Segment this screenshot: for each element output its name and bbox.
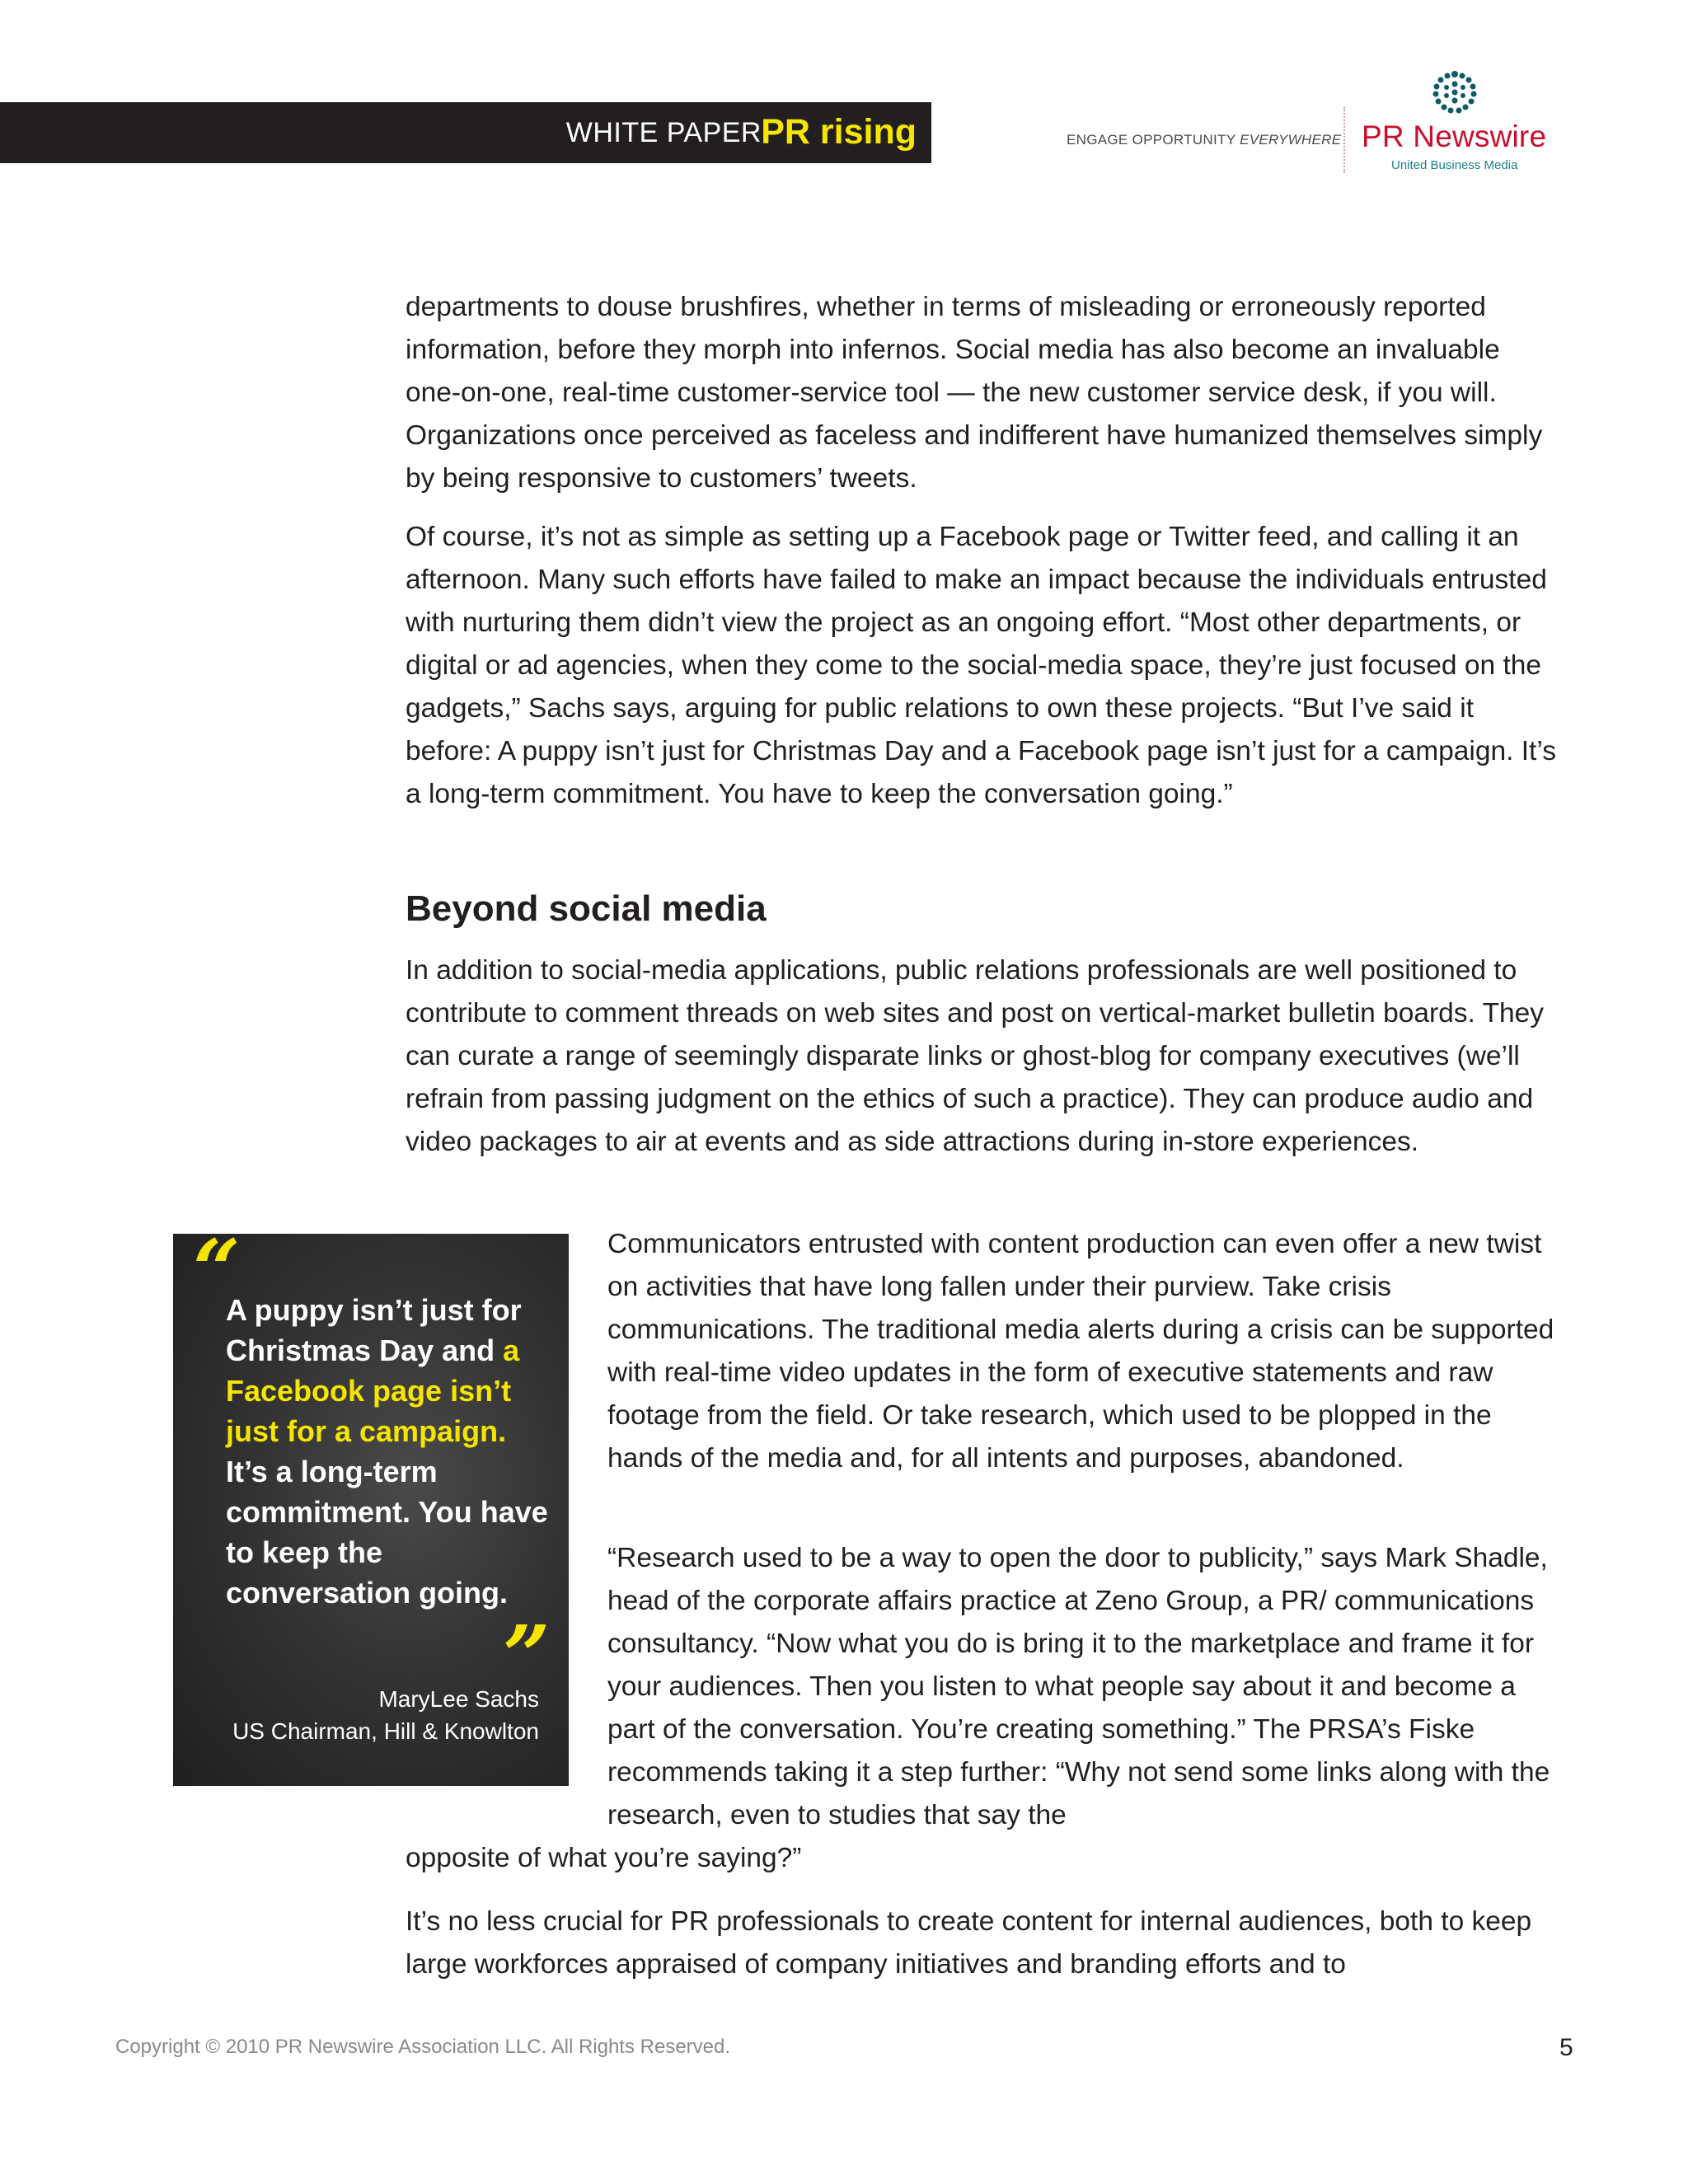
- body-paragraph-5: “Research used to be a way to open the door to publicity,” says Mark Shadle, head of the corporate affairs practice at Zeno Group, a PR/ communications consultancy. “Now what you do is bring it to the marketplace and frame it for your audiences. Then you listen to what people say about it and become a part of the conversation. You’re creating something.” The PRSA’s Fiske recommends taking it a step further: “Why not send some links along with the research, even to studies that say the: [607, 1543, 1550, 1830]
- body-paragraph-2: Of course, it’s not as simple as setting up a Facebook page or Twitter feed, and calling it an afternoon. Many such efforts have failed to make an impact because the individuals entrusted with nurturing them didn’t view the project as an ongoing effort. “Most other departments, or digital or ad agencies, when they come to the social-media space, they’re just focused on the gadgets,” Sachs says, arguing for public relations to own these projects. “But I’ve said it before: A puppy isn’t just for Christmas Day and a Facebook page isn’t just for a campaign. It’s a long-term commitment. You have to keep the conversation going.”: [406, 522, 1556, 809]
- body-paragraph-3: In addition to social-media applications, public relations professionals are well positioned to contribute to comment threads on web sites and post on vertical-market bulletin boards. They can curate a range of seemingly disparate links or ghost-blog for company executives (we’ll refrain from passing judgment on the ethics of such a practice). They can produce audio and video packages to air at events and as side attractions during in-store experiences.: [406, 955, 1545, 1157]
- section-heading: Beyond social media: [406, 888, 767, 929]
- header-label: WHITE PAPER: [565, 117, 762, 148]
- quote-text: [226, 1290, 556, 1613]
- quote-author-role: US Chairman, Hill & Knowlton: [232, 1718, 539, 1744]
- pr-newswire-logo-icon: [1429, 69, 1480, 114]
- header-bar: [0, 102, 931, 163]
- brand-name: PR Newswire: [1362, 120, 1547, 153]
- quote-text-after: It’s a long-term commitment. You have to keep the conversation going.: [226, 1455, 548, 1610]
- close-quote-mark: ”: [503, 1607, 551, 1704]
- body-paragraph-4: Communicators entrusted with content production can even offer a new twist on activities that have long fallen under their purview. Take crisis communications. The traditional media alerts during a crisis can be supported with real-time video updates in the form of executive statements and raw footage from the field. Or take research, which used to be plopped in the hands of the media and, for all intents and purposes, abandoned.: [607, 1229, 1554, 1474]
- tagline-emphasis: EVERYWHERE: [1240, 132, 1342, 148]
- open-quote-mark: “: [193, 1221, 241, 1319]
- quote-text-before: A puppy isn’t just for Christmas Day and: [226, 1293, 522, 1367]
- brand-subtitle: United Business Media: [1391, 158, 1518, 172]
- brand-divider: [1343, 107, 1345, 173]
- page-number: 5: [1559, 2034, 1573, 2061]
- header-title: PR rising: [761, 112, 917, 152]
- body-paragraph-6: It’s no less crucial for PR professionals to create content for internal audiences, both to keep large workforces appraised of company initiatives and branding efforts and to: [406, 1906, 1532, 1980]
- copyright-notice: Copyright © 2010 PR Newswire Association LLC. All Rights Reserved.: [115, 2036, 731, 2058]
- pull-quote: [173, 1221, 569, 1786]
- tagline-prefix: ENGAGE OPPORTUNITY: [1067, 132, 1236, 148]
- body-paragraph-1: departments to douse brushfires, whether in terms of misleading or erroneously reported information, before they morph into infernos. Social media has also become an invaluable one-on-one, real-time customer-service tool — the new customer service desk, if you will. Organizations once perceived as faceless and indifferent have humanized themselves simply by being responsive to customers’ tweets.: [406, 292, 1543, 494]
- brand-tagline: [1067, 132, 1341, 148]
- quote-author: MaryLee Sachs: [378, 1686, 539, 1712]
- quote-text-highlight: a Facebook page isn’t just for a campaign.: [226, 1333, 520, 1448]
- body-paragraph-5-continued: opposite of what you’re saying?”: [406, 1843, 802, 1873]
